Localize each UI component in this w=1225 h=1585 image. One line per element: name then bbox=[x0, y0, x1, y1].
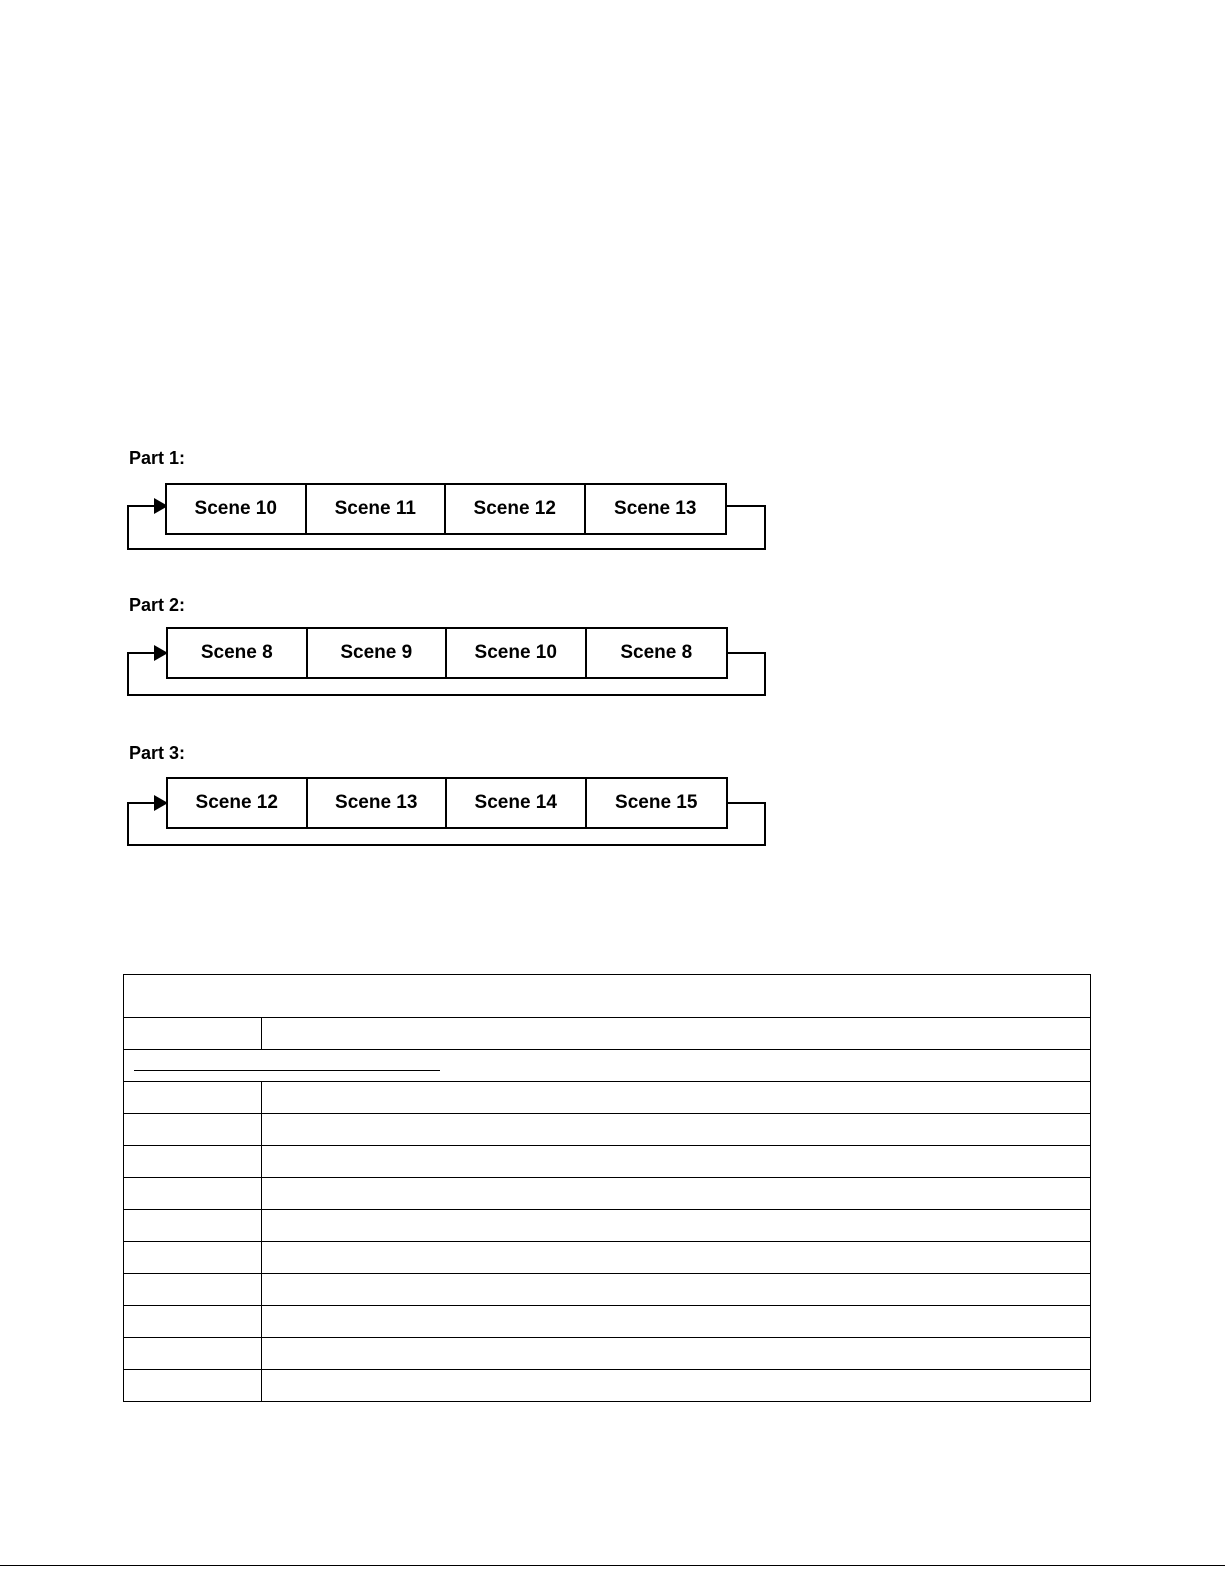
table-row bbox=[124, 1146, 1091, 1178]
scene-box: Scene 11 bbox=[307, 485, 447, 533]
scene-box: Scene 14 bbox=[447, 779, 587, 827]
table-cell bbox=[124, 1210, 262, 1242]
table-row bbox=[124, 1306, 1091, 1338]
part-2-label: Part 2: bbox=[129, 595, 186, 615]
table-cell bbox=[124, 1242, 262, 1274]
table-cell bbox=[262, 1306, 1091, 1338]
table-section-row bbox=[124, 1050, 1091, 1082]
part-3-loop bbox=[120, 777, 780, 857]
table-row bbox=[124, 1274, 1091, 1306]
table-row bbox=[124, 1018, 1091, 1050]
table-cell bbox=[124, 1338, 262, 1370]
scene-box: Scene 8 bbox=[620, 642, 693, 663]
table-row bbox=[124, 1242, 1091, 1274]
table-cell bbox=[124, 1274, 262, 1306]
table-cell bbox=[124, 1370, 262, 1402]
part-2-loop bbox=[120, 627, 780, 707]
part-1-scenes bbox=[165, 483, 727, 535]
scene-box: Scene 8 bbox=[168, 629, 308, 677]
table-row bbox=[124, 1370, 1091, 1402]
section-heading-cell bbox=[124, 1050, 1091, 1082]
scene-box: Scene 12 bbox=[446, 485, 586, 533]
part-1-loop bbox=[120, 483, 780, 563]
table-cell bbox=[262, 1114, 1091, 1146]
table-cell bbox=[262, 1338, 1091, 1370]
part-1-label: Part 1: bbox=[129, 448, 186, 468]
table-cell bbox=[262, 1242, 1091, 1274]
scene-box: Scene 12 bbox=[168, 779, 308, 827]
table-row bbox=[124, 1210, 1091, 1242]
footer-rule bbox=[0, 1565, 1225, 1566]
scene-box: Scene 9 bbox=[308, 629, 448, 677]
table-cell bbox=[262, 1018, 1091, 1050]
table-cell bbox=[262, 1082, 1091, 1114]
table-cell bbox=[262, 1146, 1091, 1178]
part-2-scenes bbox=[166, 627, 728, 679]
form-table bbox=[123, 974, 1091, 1402]
table-cell bbox=[124, 1018, 262, 1050]
table-cell bbox=[124, 1114, 262, 1146]
table-row bbox=[124, 1338, 1091, 1370]
table-cell bbox=[124, 1306, 262, 1338]
table-cell bbox=[124, 1082, 262, 1114]
table-cell bbox=[124, 1178, 262, 1210]
table-row bbox=[124, 1178, 1091, 1210]
scene-box: Scene 15 bbox=[615, 792, 698, 813]
part-3-scenes bbox=[166, 777, 728, 829]
scene-box: Scene 10 bbox=[447, 629, 587, 677]
table-cell bbox=[262, 1210, 1091, 1242]
table-cell bbox=[262, 1370, 1091, 1402]
table-cell bbox=[262, 1274, 1091, 1306]
scene-box: Scene 10 bbox=[167, 485, 307, 533]
table-title-cell bbox=[124, 975, 1091, 1018]
scene-box: Scene 13 bbox=[614, 498, 697, 519]
part-3-label: Part 3: bbox=[129, 743, 186, 763]
table-cell bbox=[124, 1146, 262, 1178]
table-row bbox=[124, 1082, 1091, 1114]
table-row bbox=[124, 1114, 1091, 1146]
table-title-row bbox=[124, 975, 1091, 1018]
scene-box: Scene 13 bbox=[308, 779, 448, 827]
table-cell bbox=[262, 1178, 1091, 1210]
section-heading-underline bbox=[134, 1070, 440, 1071]
